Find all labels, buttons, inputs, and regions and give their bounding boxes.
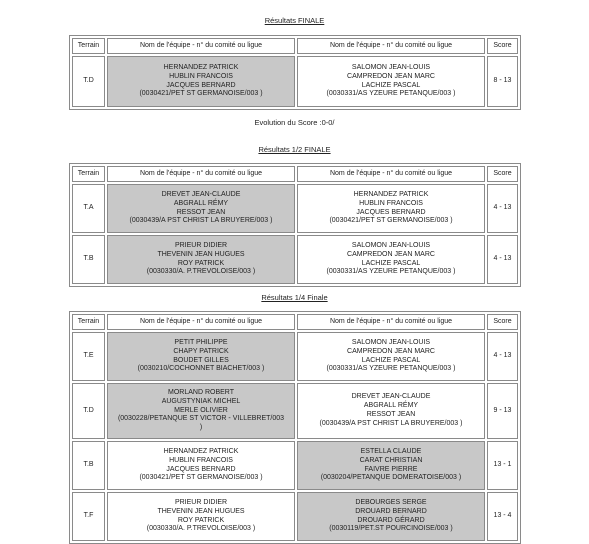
player-name: AUGUSTYNIAK MICHEL: [161, 397, 241, 405]
player-name: HERNANDEZ PATRICK: [353, 190, 429, 198]
player-name: PRIEUR DIDIER: [174, 498, 228, 506]
player-name: DREVET JEAN-CLAUDE: [351, 393, 431, 401]
quart-title: Résultats 1/4 Finale: [261, 293, 328, 302]
team-club: (0030119/PET.ST POURCINOISE/003 ): [329, 525, 453, 533]
terrain-cell: T.E: [72, 332, 105, 381]
terrain-cell: T.A: [72, 184, 105, 233]
header-team2: Nom de l'équipe - n° du comité ou ligue: [297, 38, 485, 54]
demi-table: [69, 163, 521, 287]
player-name: JACQUES BERNARD: [166, 81, 236, 89]
header-team2: Nom de l'équipe - n° du comité ou ligue: [297, 166, 485, 182]
player-name: BOUDET GILLES: [173, 356, 229, 364]
player-name: DEBOURGES SERGE: [355, 498, 427, 506]
team1-cell: [107, 56, 295, 107]
player-name: PETIT PHILIPPE: [174, 338, 228, 346]
player-name: JACQUES BERNARD: [166, 465, 236, 473]
team2-cell: [297, 235, 485, 284]
player-name: LACHIZE PASCAL: [361, 259, 421, 267]
header-row: [72, 38, 518, 54]
header-team1: Nom de l'équipe - n° du comité ou ligue: [107, 38, 295, 54]
player-name: RESSOT JEAN: [176, 208, 226, 216]
quart-table: [69, 311, 521, 544]
team2-cell: [297, 184, 485, 233]
team-club: (0030204/PETANQUE DOMERATOISE/003 ): [320, 474, 462, 482]
team2-cell: [297, 56, 485, 107]
header-score: Score: [487, 166, 518, 182]
table-row: [72, 56, 518, 107]
team1-cell: [107, 383, 295, 439]
player-name: FAIVRE PIERRE: [364, 465, 418, 473]
header-terrain: Terrain: [72, 38, 105, 54]
header-row: [72, 314, 518, 330]
team-club: (0030421/PET ST GERMANOISE/003 ): [139, 90, 263, 98]
team2-cell: [297, 332, 485, 381]
score-evolution: Evolution du Score :0-0/: [254, 118, 335, 127]
player-name: PRIEUR DIDIER: [174, 241, 228, 249]
team-club: (0030228/PETANQUE ST VICTOR - VILLEBRET/003: [117, 415, 285, 423]
table-row: [72, 235, 518, 284]
player-name: CAMPREDON JEAN MARC: [347, 347, 435, 355]
team-club: (0030331/AS YZEURE PETANQUE/003 ): [326, 365, 456, 373]
team-club: (0030331/AS YZEURE PETANQUE/003 ): [326, 268, 456, 276]
finale-title: Résultats FINALE: [264, 16, 325, 25]
score-cell: 13 - 4: [487, 492, 518, 541]
player-name: ESTELLA CLAUDE: [360, 447, 422, 455]
player-name: HERNANDEZ PATRICK: [163, 447, 239, 455]
demi-title: Résultats 1/2 FINALE: [258, 145, 331, 154]
team-club: ): [199, 424, 203, 432]
finale-table: [69, 35, 521, 110]
header-score: Score: [487, 314, 518, 330]
score-cell: 4 - 13: [487, 235, 518, 284]
player-name: HERNANDEZ PATRICK: [163, 63, 239, 71]
table-row: [72, 441, 518, 490]
team1-cell: [107, 492, 295, 541]
team-club: (0030439/A PST CHRIST LA BRUYERE/003 ): [319, 419, 463, 427]
player-name: THEVENIN JEAN HUGUES: [157, 507, 245, 515]
team1-cell: [107, 235, 295, 284]
terrain-cell: T.F: [72, 492, 105, 541]
terrain-cell: T.D: [72, 383, 105, 439]
team-club: (0030421/PET ST GERMANOISE/003 ): [139, 474, 263, 482]
player-name: JACQUES BERNARD: [356, 208, 426, 216]
player-name: ABGRALL RÉMY: [363, 402, 419, 410]
team-club: (0030331/AS YZEURE PETANQUE/003 ): [326, 90, 456, 98]
terrain-cell: T.B: [72, 235, 105, 284]
header-team1: Nom de l'équipe - n° du comité ou ligue: [107, 166, 295, 182]
player-name: SALOMON JEAN-LOUIS: [351, 63, 431, 71]
header-terrain: Terrain: [72, 314, 105, 330]
team2-cell: [297, 441, 485, 490]
team-club: (0030330/A. P.TREVOLOISE/003 ): [146, 268, 256, 276]
header-score: Score: [487, 38, 518, 54]
team-club: (0030439/A PST CHRIST LA BRUYERE/003 ): [129, 217, 273, 225]
player-name: CAMPREDON JEAN MARC: [347, 250, 435, 258]
terrain-cell: T.B: [72, 441, 105, 490]
player-name: HUBLIN FRANCOIS: [359, 199, 423, 207]
player-name: CHAPY PATRICK: [173, 347, 229, 355]
player-name: CARAT CHRISTIAN: [359, 456, 423, 464]
player-name: SALOMON JEAN-LOUIS: [351, 338, 431, 346]
player-name: DROUARD BERNARD: [355, 507, 427, 515]
player-name: ROY PATRICK: [177, 516, 225, 524]
player-name: MORLAND ROBERT: [168, 389, 234, 396]
table-row: [72, 184, 518, 233]
table-row: [72, 383, 518, 439]
terrain-cell: T.D: [72, 56, 105, 107]
header-row: [72, 166, 518, 182]
team1-cell: [107, 184, 295, 233]
player-name: LACHIZE PASCAL: [361, 81, 421, 89]
player-name: DREVET JEAN-CLAUDE: [161, 190, 241, 198]
table-row: [72, 492, 518, 541]
player-name: LACHIZE PASCAL: [361, 356, 421, 364]
score-cell: 9 - 13: [487, 383, 518, 439]
player-name: HUBLIN FRANCOIS: [169, 456, 233, 464]
player-name: ABGRALL RÉMY: [173, 199, 229, 207]
score-cell: 4 - 13: [487, 332, 518, 381]
header-team1: Nom de l'équipe - n° du comité ou ligue: [107, 314, 295, 330]
player-name: RESSOT JEAN: [366, 411, 416, 418]
header-team2: Nom de l'équipe - n° du comité ou ligue: [297, 314, 485, 330]
team-club: (0030330/A. P.TREVOLOISE/003 ): [146, 525, 256, 533]
table-row: [72, 332, 518, 381]
team-club: (0030210/COCHONNET BIACHET/003 ): [137, 365, 265, 373]
player-name: SALOMON JEAN-LOUIS: [351, 241, 431, 249]
player-name: THEVENIN JEAN HUGUES: [157, 250, 245, 258]
player-name: DROUARD GÉRARD: [357, 516, 425, 524]
player-name: CAMPREDON JEAN MARC: [347, 72, 435, 80]
team1-cell: [107, 332, 295, 381]
team2-cell: [297, 383, 485, 439]
player-name: HUBLIN FRANCOIS: [169, 72, 233, 80]
team1-cell: [107, 441, 295, 490]
player-name: MERLE OLIVIER: [174, 406, 228, 414]
team2-cell: [297, 492, 485, 541]
score-cell: 4 - 13: [487, 184, 518, 233]
score-cell: 13 - 1: [487, 441, 518, 490]
header-terrain: Terrain: [72, 166, 105, 182]
team-club: (0030421/PET ST GERMANOISE/003 ): [329, 217, 453, 225]
player-name: ROY PATRICK: [177, 259, 225, 267]
score-cell: 8 - 13: [487, 56, 518, 107]
